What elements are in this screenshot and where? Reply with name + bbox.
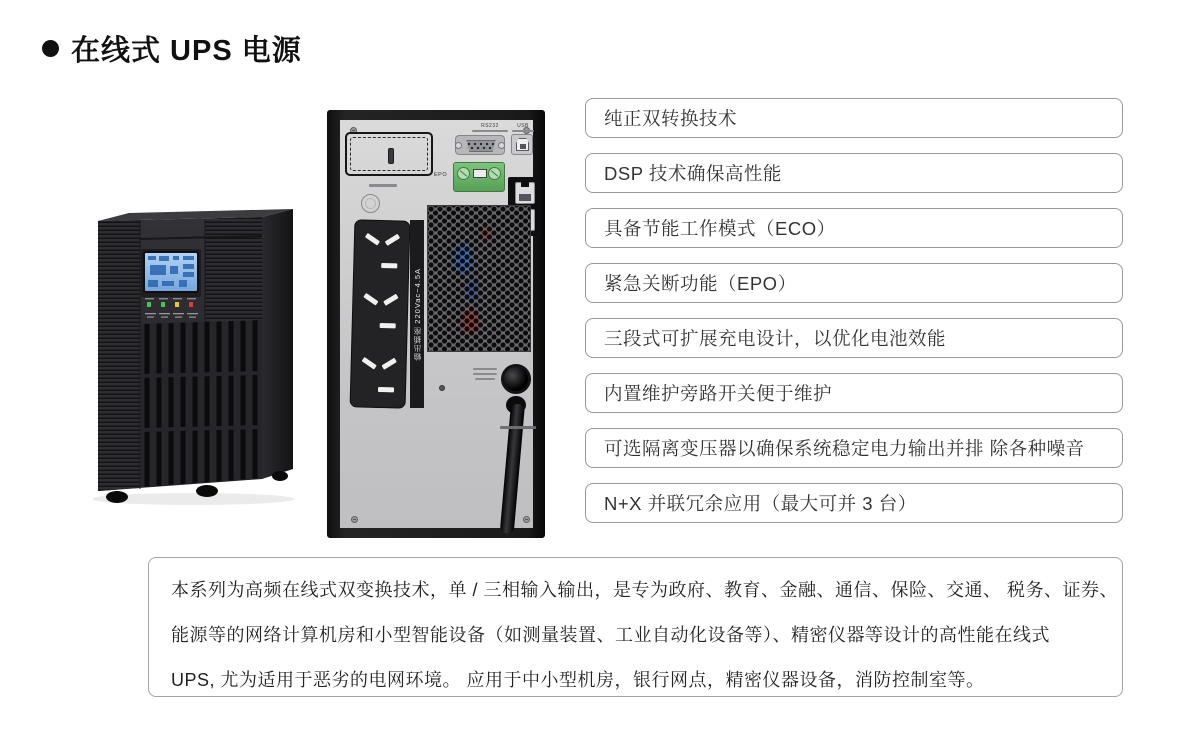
feature-list xyxy=(585,98,1123,523)
serial-port xyxy=(455,135,505,155)
smart-slot-knockout xyxy=(345,132,433,176)
description-line: 能源等的网络计算机房和小型智能设备（如测量装置、工业自动化设备等）、精密仪器等设计的高性能在线式 xyxy=(171,625,1050,645)
feature-item xyxy=(585,98,1123,138)
front-left-vent xyxy=(98,220,140,491)
feature-item xyxy=(585,483,1123,523)
feature-label: 内置维护旁路开关便于维护 xyxy=(604,383,833,404)
front-slot-grille xyxy=(140,320,262,487)
page-title-text: 在线式 UPS 电源 xyxy=(71,35,302,67)
output-socket-label-bar xyxy=(410,220,424,408)
epo-terminal xyxy=(453,162,505,192)
feature-label: 纯正双转换技术 xyxy=(604,108,738,129)
front-foot-right xyxy=(196,485,218,497)
description-line: 本系列为高频在线式双变换技术，单 / 三相输入输出，是专为政府、教育、金融、通信、保险、交通、 税务、证券、 xyxy=(171,580,1118,600)
ups-rear-image xyxy=(327,110,545,538)
led-fault xyxy=(189,302,193,307)
fan-grille xyxy=(427,205,531,352)
circuit-breaker xyxy=(501,364,531,394)
breaker-caption xyxy=(473,373,497,375)
front-foot-left xyxy=(106,491,128,503)
ups-front-image xyxy=(93,207,297,507)
output-socket-label: 输出插座 220Vac~4.5A xyxy=(412,267,422,361)
serial-port-caption xyxy=(472,130,508,132)
epo-label: EPO xyxy=(434,172,448,178)
output-socket xyxy=(358,288,403,335)
output-socket xyxy=(357,352,402,399)
output-sockets-panel xyxy=(350,219,411,408)
description-line: UPS, 尤为适用于恶劣的电网环境。 应用于中小型机房，银行网点，精密仪器设备，消防控制室等。 xyxy=(171,670,985,690)
input-caption xyxy=(500,426,536,429)
rear-plate xyxy=(340,120,533,528)
panel-hole xyxy=(439,385,445,391)
feature-label: 可选隔离变压器以确保系统稳定电力输出并排 除各种噪音 xyxy=(604,438,1085,459)
screw-icon xyxy=(523,516,530,523)
page-title xyxy=(42,28,302,69)
certification-stamp-icon xyxy=(361,194,380,213)
feature-label: 紧急关断功能（EPO） xyxy=(604,273,797,294)
breaker-caption xyxy=(473,368,497,370)
smart-slot-caption xyxy=(369,184,397,187)
feature-item xyxy=(585,153,1123,193)
feature-item xyxy=(585,373,1123,413)
screw-icon xyxy=(351,516,358,523)
breaker-caption xyxy=(475,378,495,380)
output-socket xyxy=(360,228,405,275)
input-power-cable xyxy=(500,403,525,534)
usb-port-caption xyxy=(512,130,534,132)
rj45-port xyxy=(515,182,535,204)
product-description xyxy=(148,557,1123,697)
feature-item xyxy=(585,263,1123,303)
feature-label: DSP 技术确保高性能 xyxy=(604,163,782,184)
led-input xyxy=(147,302,151,307)
front-right-vent xyxy=(205,217,262,324)
feature-label: 三段式可扩展充电设计，以优化电池效能 xyxy=(604,328,947,349)
bullet-icon xyxy=(42,40,59,57)
feature-label: N+X 并联冗余应用（最大可并 3 台） xyxy=(604,493,917,514)
usb-port xyxy=(511,134,533,155)
usb-port-label: USB xyxy=(517,123,529,129)
feature-item xyxy=(585,428,1123,468)
led-inverter xyxy=(161,302,165,307)
serial-port-label: RS232 xyxy=(481,123,499,129)
feature-item xyxy=(585,318,1123,358)
side-foot xyxy=(272,471,288,481)
feature-label: 具备节能工作模式（ECO） xyxy=(604,218,836,239)
led-battery xyxy=(175,302,179,307)
front-side-face xyxy=(262,209,293,479)
feature-item xyxy=(585,208,1123,248)
